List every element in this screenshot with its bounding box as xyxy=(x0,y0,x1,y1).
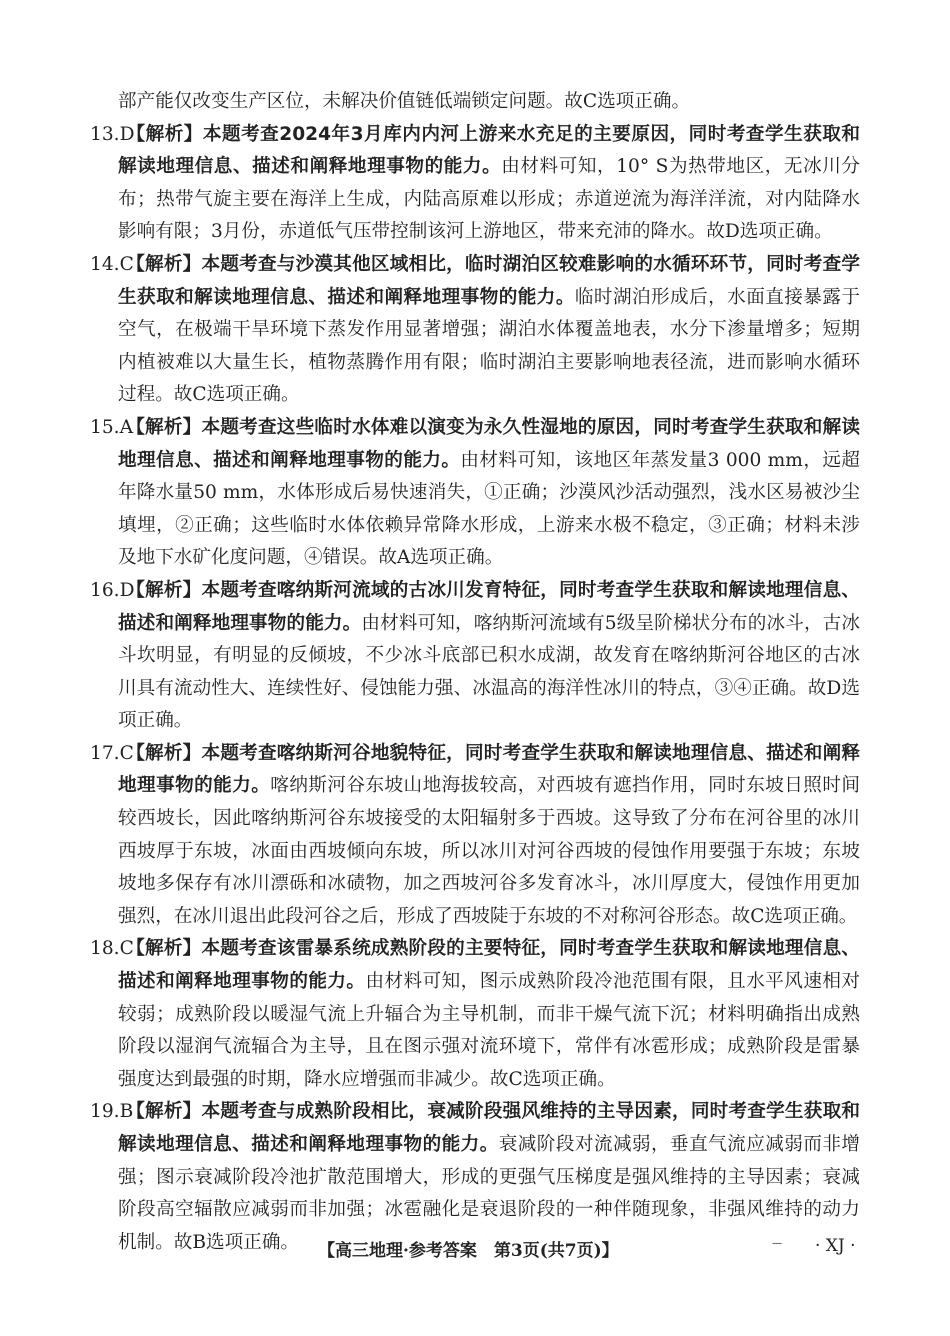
analysis-heading: 【解析】本题考查喀纳斯河谷地貌特征，同时考查学生获取和解读地理信息、描述和阐释地理事物的能力。 xyxy=(118,742,860,797)
answer-item xyxy=(90,249,860,412)
answer-item xyxy=(90,1096,860,1259)
analysis-heading: 【解析】本题考查该雷暴系统成熟阶段的主要特征，同时考查学生获取和解读地理信息、描述和阐释地理事物的能力。 xyxy=(118,938,860,993)
answer-content xyxy=(90,86,860,1259)
analysis-heading: 【解析】本题考查这些临时水体难以演变为永久性湿地的原因，同时考查学生获取和解读地理信息、描述和阐释地理事物的能力。 xyxy=(118,416,860,471)
analysis-text: 衰减阶段对流减弱，垂直气流应减弱而非增强；图示衰减阶段冷池扩散范围增大，形成的更强气压梯度是强风维持的主导因素；衰减阶段高空辐散应减弱而非加强；冰雹融化是衰退阶段的一种伴随现象，非强风维持的动力机制。故B选项正确。 xyxy=(118,1134,860,1253)
analysis-heading: 【解析】本题考查喀纳斯河流域的古冰川发育特征，同时考查学生获取和解读地理信息、描述和阐释地理事物的能力。 xyxy=(118,579,860,634)
answer-number: 13.D xyxy=(90,123,135,145)
analysis-text: 由材料可知，喀纳斯河流域有5级呈阶梯状分布的冰斗，古冰斗坎明显，有明显的反倾坡，不少冰斗底部已积水成湖，故发育在喀纳斯河谷地区的古冰川具有流动性大、连续性好、侵蚀能力强、冰温高的海洋性冰川的特点，③④正确。故D选项正确。 xyxy=(118,612,860,732)
continuation-text: 部产能仅改变生产区位，未解决价值链低端锁定问题。故C选项正确。 xyxy=(118,91,691,112)
footer-title: 【高三地理·参考答案 第3页(共7页)】 xyxy=(318,1241,619,1261)
answer-item xyxy=(90,738,860,934)
answer-number: 19.B xyxy=(90,1101,134,1123)
analysis-text: 由材料可知，10° S为热带地区，无冰川分布；热带气旋主要在海洋上生成，内陆高原难以形成；赤道逆流为海洋洋流，对内陆降水影响有限；3月份，赤道低气压带控制该河上游地区，带来充沛的降水。故D选项正确。 xyxy=(118,156,860,243)
answer-item xyxy=(90,933,860,1096)
answer-number: 14.C xyxy=(90,253,134,275)
answer-number: 18.C xyxy=(90,938,134,960)
answer-number: 16.D xyxy=(90,579,135,601)
analysis-heading: 【解析】本题考查2024年3月库内内河上游来水充足的主要原因，同时考查学生获取和解读地理信息、描述和阐释地理事物的能力。 xyxy=(118,123,860,178)
footer-dash: — xyxy=(772,1238,782,1249)
analysis-text: 由材料可知，图示成熟阶段冷池范围有限，且水平风速相对较弱；成熟阶段以暖湿气流上升辐合为主导机制，而非干燥气流下沉；材料明确指出成熟阶段以湿润气流辐合为主导，且在图示强对流环境下，常伴有冰雹形成；成熟阶段是雷暴强度达到最强的时期，降水应增强而非减少。故C选项正确。 xyxy=(118,971,860,1090)
analysis-text: 由材料可知，该地区年蒸发量3 000 mm，远超年降水量50 mm，水体形成后易快速消失，①正确；沙漠风沙活动强烈，浅水区易被沙尘填埋，②正确；这些临时水体依赖异常降水形成，上游来水极不稳定，③正确；材料未涉及地下水矿化度问题，④错误。故A选项正确。 xyxy=(118,449,860,569)
answer-item xyxy=(90,119,860,249)
answer-item xyxy=(90,412,860,575)
analysis-text: 临时湖泊形成后，水面直接暴露于空气，在极端干旱环境下蒸发作用显著增强；湖泊水体覆盖地表，水分下渗量增多；短期内植被难以大量生长，植物蒸腾作用有限；临时湖泊主要影响地表径流，进而影响水循环过程。故C选项正确。 xyxy=(118,286,860,406)
answer-number: 15.A xyxy=(90,416,133,438)
answer-number: 17.C xyxy=(90,742,134,764)
footer-code: · XJ · xyxy=(815,1236,856,1256)
analysis-heading: 【解析】本题考查与成熟阶段相比，衰减阶段强风维持的主导因素，同时考查学生获取和解读地理信息、描述和阐释地理事物的能力。 xyxy=(118,1101,860,1155)
analysis-heading: 【解析】本题考查与沙漠其他区域相比，临时湖泊区较难影响的水循环环节，同时考查学生获取和解读地理信息、描述和阐释地理事物的能力。 xyxy=(118,253,860,308)
analysis-text: 喀纳斯河谷东坡山地海拔较高，对西坡有遮挡作用，同时东坡日照时间较西坡长，因此喀纳斯河谷东坡接受的太阳辐射多于西坡。这导致了分布在河谷里的冰川西坡厚于东坡，冰面由西坡倾向东坡，所以冰川对河谷西坡的侵蚀作用要强于东坡；东坡坡地多保存有冰川漂砾和冰碛物，加之西坡河谷多发育冰斗，冰川厚度大，侵蚀作用更加强烈，在冰川退出此段河谷之后，形成了西坡陡于东坡的不对称河谷形态。故C选项正确。 xyxy=(118,775,860,927)
answer-item xyxy=(90,575,860,738)
